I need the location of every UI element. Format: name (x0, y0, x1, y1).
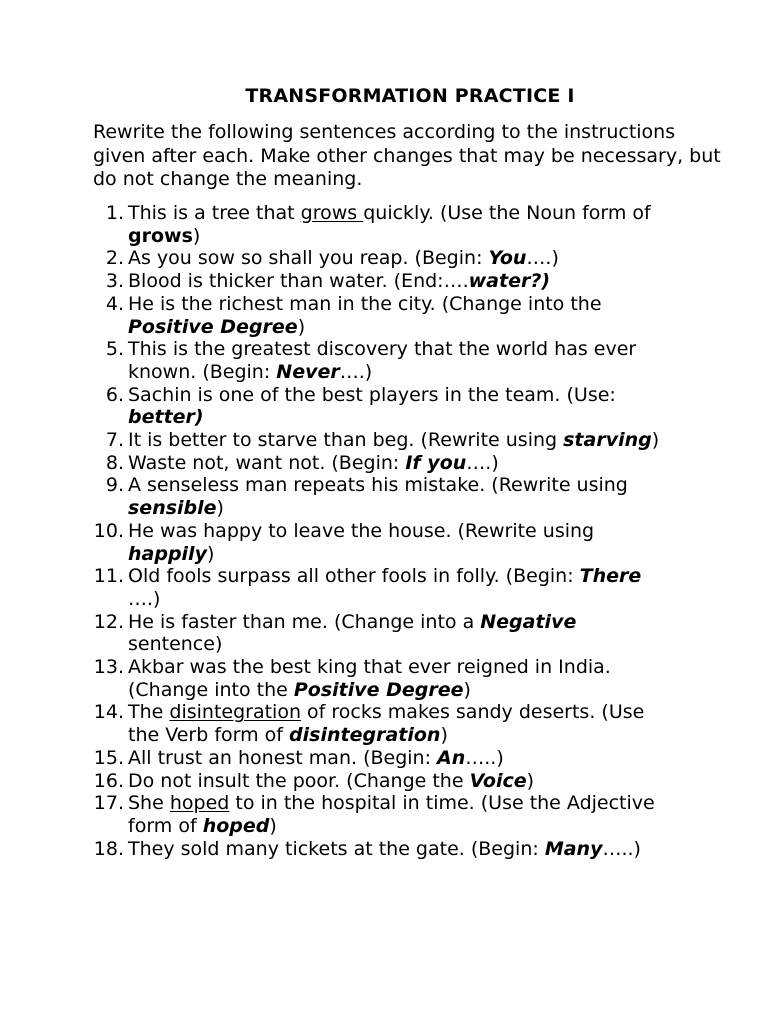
exercise-item-10: 10. He was happy to leave the house. (Rewrite using happily) (93, 519, 595, 565)
exercise-item-6: 6. Sachin is one of the best players in the team. (Use: better) (105, 383, 616, 429)
exercise-item-2: 2. As you sow so shall you reap. (Begin: You….) (105, 247, 559, 270)
exercise-item-13: 13. Akbar was the best king that ever reigned in India. (Change into the Positive Degree) (93, 656, 611, 701)
instructions-paragraph: Rewrite the following sentences according to the instructions given after each. Make other changes that may be necessary, but do not change the meaning. (93, 121, 721, 190)
exercise-item-16: 16. Do not insult the poor. (Change the Voice) (93, 769, 535, 792)
exercise-item-18: 18. They sold many tickets at the gate. (Begin: Many…..) (93, 837, 641, 860)
exercise-item-7: 7. It is better to starve than beg. (Rewrite using starving) (105, 429, 660, 452)
exercise-item-5: 5. This is the greatest discovery that the world has ever known. (Begin: Never….) (105, 338, 637, 383)
exercise-item-12: 12. He is faster than me. (Change into a Negative sentence) (93, 610, 577, 656)
exercise-item-15: 15. All trust an honest man. (Begin: An…..) (93, 746, 504, 769)
exercise-list (0, 202, 768, 860)
exercise-item-8: 8. Waste not, want not. (Begin: If you….) (105, 451, 499, 474)
exercise-item-17: 17. She hoped to in the hospital in time. (Use the Adjective form of hoped) (93, 792, 655, 837)
page-title: TRANSFORMATION PRACTICE I (245, 85, 575, 107)
exercise-item-11: 11. Old fools surpass all other fools in folly. (Begin: There ….) (93, 565, 642, 610)
exercise-item-9: 9. A senseless man repeats his mistake. (Rewrite using sensible) (105, 474, 628, 520)
exercise-item-1: 1. This is a tree that grows quickly. (Use the Noun form of grows) (105, 202, 651, 247)
exercise-item-3: 3. Blood is thicker than water. (End:….water?) (105, 270, 551, 293)
exercise-item-14: 14. The disintegration of rocks makes sandy deserts. (Use the Verb form of disintegration) (93, 701, 645, 747)
exercise-item-4: 4. He is the richest man in the city. (Change into the Positive Degree) (105, 292, 602, 338)
